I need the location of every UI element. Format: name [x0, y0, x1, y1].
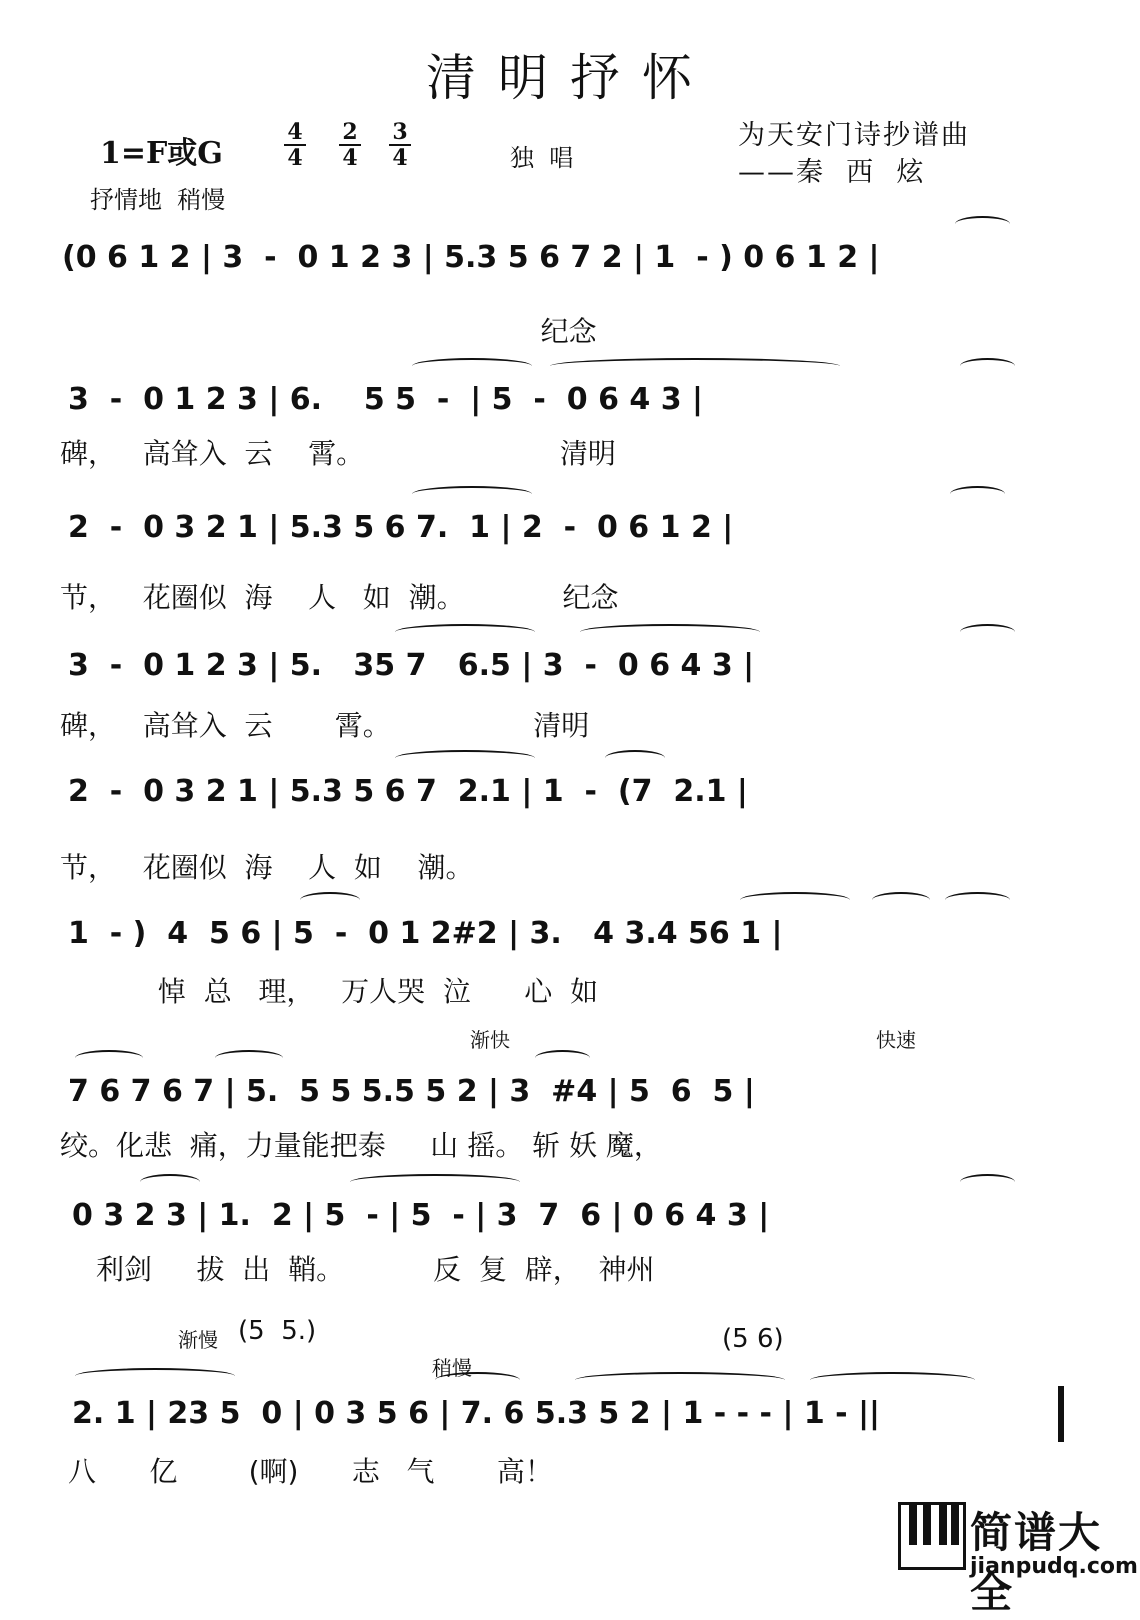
slur — [575, 1372, 785, 1388]
final-barline — [1058, 1386, 1064, 1442]
notation-line: 7 6 7 6 7 | 5. 5 5 5.5 5 2 | 3 #4 | 5 6 5 | — [68, 1074, 755, 1109]
lyric-line: 节， 花圈似 海 人 如 潮。 纪念 — [60, 581, 619, 614]
slur — [945, 892, 1010, 908]
piano-icon — [898, 1502, 966, 1570]
time-top: 3 — [392, 119, 408, 145]
lyric-line: 绞。化悲 痛，力量能把泰 山 摇。 斩 妖 魔， — [60, 1129, 662, 1162]
slur — [960, 358, 1015, 374]
notation-line: 3 - 0 1 2 3 | 6. 5 5 - | 5 - 0 6 4 3 | — [68, 382, 703, 417]
notation-line: 2. 1 | 23 5 0 | 0 3 5 6 | 7. 6 5.3 5 2 | 1 - - - | 1 - || — [72, 1396, 880, 1431]
slur — [75, 1368, 235, 1384]
lyric-line: 悼 总 理， 万人哭 泣 心 如 — [60, 975, 599, 1008]
slur — [605, 750, 665, 766]
slur — [140, 1174, 200, 1190]
notation-line: 3 - 0 1 2 3 | 5. 35 7 6.5 | 3 - 0 6 4 3 | — [68, 648, 755, 683]
lyric-line: 碑， 高耸入 云 霄。 清明 — [60, 437, 616, 470]
slur — [550, 358, 840, 374]
slur — [412, 486, 532, 502]
performance-type: 独 唱 — [510, 144, 574, 172]
key-signature: 1=F或G — [100, 136, 223, 171]
credit-line-2: ——秦 西 炫 — [738, 157, 926, 188]
slur — [435, 1372, 520, 1388]
time-bottom: 4 — [392, 145, 408, 171]
time-signature-1 — [280, 120, 310, 170]
time-bottom: 4 — [287, 145, 303, 171]
slur — [300, 892, 360, 908]
time-signature-2 — [335, 120, 365, 170]
lyric-line: 碑， 高耸入 云 霄。 清明 — [60, 709, 590, 742]
slur — [872, 892, 930, 908]
slur — [960, 624, 1015, 640]
watermark-logo — [898, 1502, 1138, 1617]
ornament-notes: (5 5.) — [238, 1316, 317, 1346]
slur — [535, 1050, 590, 1066]
notation-line: 0 3 2 3 | 1. 2 | 5 - | 5 - | 3 7 6 | 0 6 4 3 | — [72, 1198, 770, 1233]
credit-line-1: 为天安门诗抄谱曲 — [738, 120, 970, 151]
slur — [810, 1372, 975, 1388]
lyric-line: 节， 花圈似 海 人 如 潮。 — [60, 851, 474, 884]
tempo-change-mark: 快速 — [876, 1028, 916, 1052]
slur — [950, 486, 1005, 502]
song-title: 清明抒怀 — [426, 49, 714, 107]
time-top: 4 — [287, 119, 303, 145]
watermark-name: 简谱大全 — [970, 1508, 1103, 1617]
slur — [740, 892, 850, 908]
slur — [350, 1174, 520, 1190]
time-bottom: 4 — [342, 145, 358, 171]
notation-line: 1 - ) 4 5 6 | 5 - 0 1 2#2 | 3. 4 3.4 56 1 | — [68, 916, 783, 951]
notation-line: 2 - 0 3 2 1 | 5.3 5 6 7. 1 | 2 - 0 6 1 2 | — [68, 510, 734, 545]
staff-6 — [0, 916, 1140, 1066]
ornament-notes: (5 6) — [722, 1324, 784, 1354]
notation-line: (0 6 1 2 | 3 - 0 1 2 3 | 5.3 5 6 7 2 | 1 - ) 0 6 1 2 | — [62, 240, 880, 275]
notation-line: 2 - 0 3 2 1 | 5.3 5 6 7 2.1 | 1 - (7 2.1 | — [68, 774, 748, 809]
slur — [960, 1174, 1015, 1190]
slur — [395, 750, 535, 766]
watermark-url: jianpudq.com — [970, 1554, 1138, 1579]
lyric-line: 八 亿 (啊) 志 气 高！ — [68, 1455, 553, 1488]
time-top: 2 — [342, 119, 358, 145]
slur — [75, 1050, 143, 1066]
tempo-change-mark: 稍慢 — [432, 1356, 472, 1380]
slur — [395, 624, 535, 640]
slur — [412, 358, 532, 374]
time-signature-3 — [385, 120, 415, 170]
tempo-change-mark: 渐快 — [470, 1028, 510, 1052]
tempo-change-mark: 渐慢 — [178, 1328, 218, 1352]
lyric-line: 利剑 拔 出 鞘。 反 复 辟， 神州 — [96, 1253, 655, 1286]
lyric-line: 纪念 — [60, 315, 597, 348]
slur — [955, 216, 1010, 232]
tempo-marking: 抒情地 稍慢 — [90, 186, 226, 214]
slur — [580, 624, 760, 640]
staff-8 — [0, 1198, 1140, 1348]
slur — [215, 1050, 283, 1066]
